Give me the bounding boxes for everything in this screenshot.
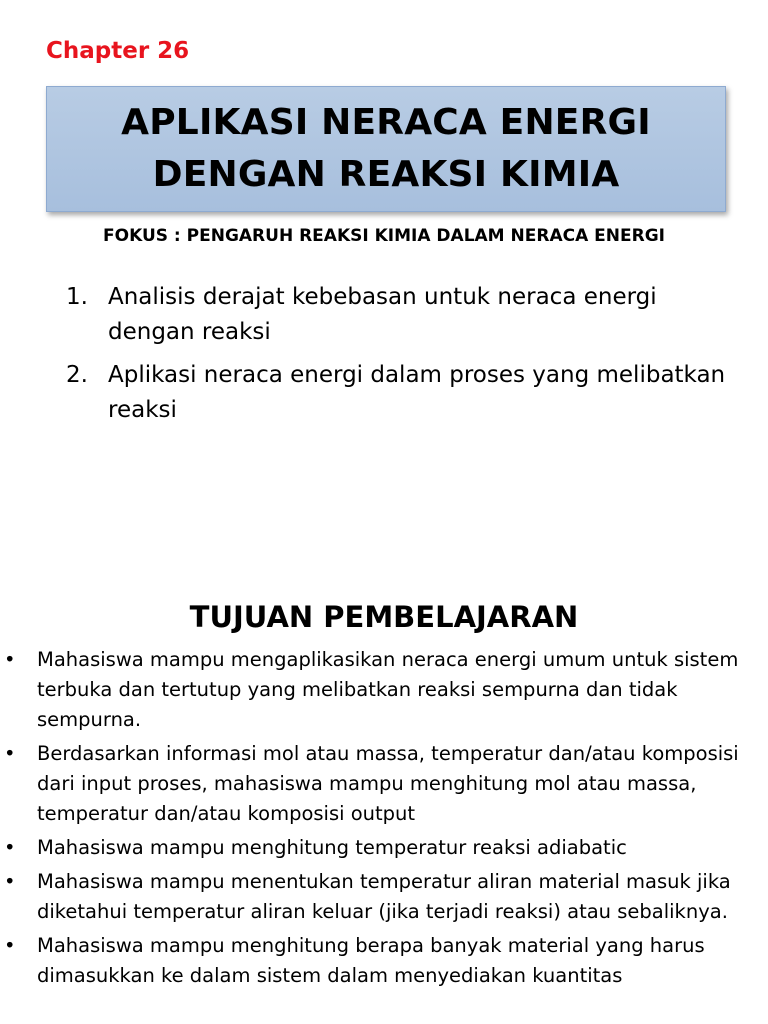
section-title: TUJUAN PEMBELAJARAN xyxy=(189,600,579,634)
bullet-item xyxy=(4,645,744,735)
bullet-text: Mahasiswa mampu menghitung berapa banyak material yang harus dimasukkan ke dalam sistem dalam menyediakan kuantitas xyxy=(37,934,705,987)
bullet-text: Mahasiswa mampu mengaplikasikan neraca energi umum untuk sistem terbuka dan tertutup yang melibatkan reaksi sempurna dan tidak sempurna. xyxy=(37,648,739,731)
item-text: Analisis derajat kebebasan untuk neraca energi dengan reaksi xyxy=(108,284,657,345)
title-box xyxy=(46,86,726,212)
bullet-dot-icon: • xyxy=(4,934,16,957)
item-text: Aplikasi neraca energi dalam proses yang melibatkan reaksi xyxy=(108,362,726,423)
numbered-item xyxy=(66,358,726,428)
bullet-text: Mahasiswa mampu menentukan temperatur aliran material masuk jika diketahui temperatur aliran keluar (jika terjadi reaksi) atau sebaliknya. xyxy=(37,870,731,923)
chapter-label: Chapter 26 xyxy=(46,38,190,64)
bullet-list xyxy=(4,645,744,995)
bullet-dot-icon: • xyxy=(4,648,16,671)
item-number: 2. xyxy=(66,362,88,388)
focus-subtitle: FOKUS : PENGARUH REAKSI KIMIA DALAM NERACA ENERGI xyxy=(103,226,665,246)
item-number: 1. xyxy=(66,284,88,310)
bullet-item xyxy=(4,739,744,829)
title-line-1: APLIKASI NERACA ENERGI xyxy=(121,102,651,143)
bullet-dot-icon: • xyxy=(4,836,16,859)
bullet-item xyxy=(4,833,744,863)
bullet-item xyxy=(4,931,744,991)
numbered-item xyxy=(66,280,726,350)
bullet-text: Berdasarkan informasi mol atau massa, temperatur dan/atau komposisi dari input proses, mahasiswa mampu menghitung mol atau massa, temperatur dan/atau komposisi output xyxy=(37,742,739,825)
bullet-dot-icon: • xyxy=(4,742,16,765)
bullet-text: Mahasiswa mampu menghitung temperatur reaksi adiabatic xyxy=(37,836,627,859)
bullet-dot-icon: • xyxy=(4,870,16,893)
bullet-item xyxy=(4,867,744,927)
title-line-2: DENGAN REAKSI KIMIA xyxy=(152,154,620,195)
numbered-list xyxy=(66,280,726,436)
